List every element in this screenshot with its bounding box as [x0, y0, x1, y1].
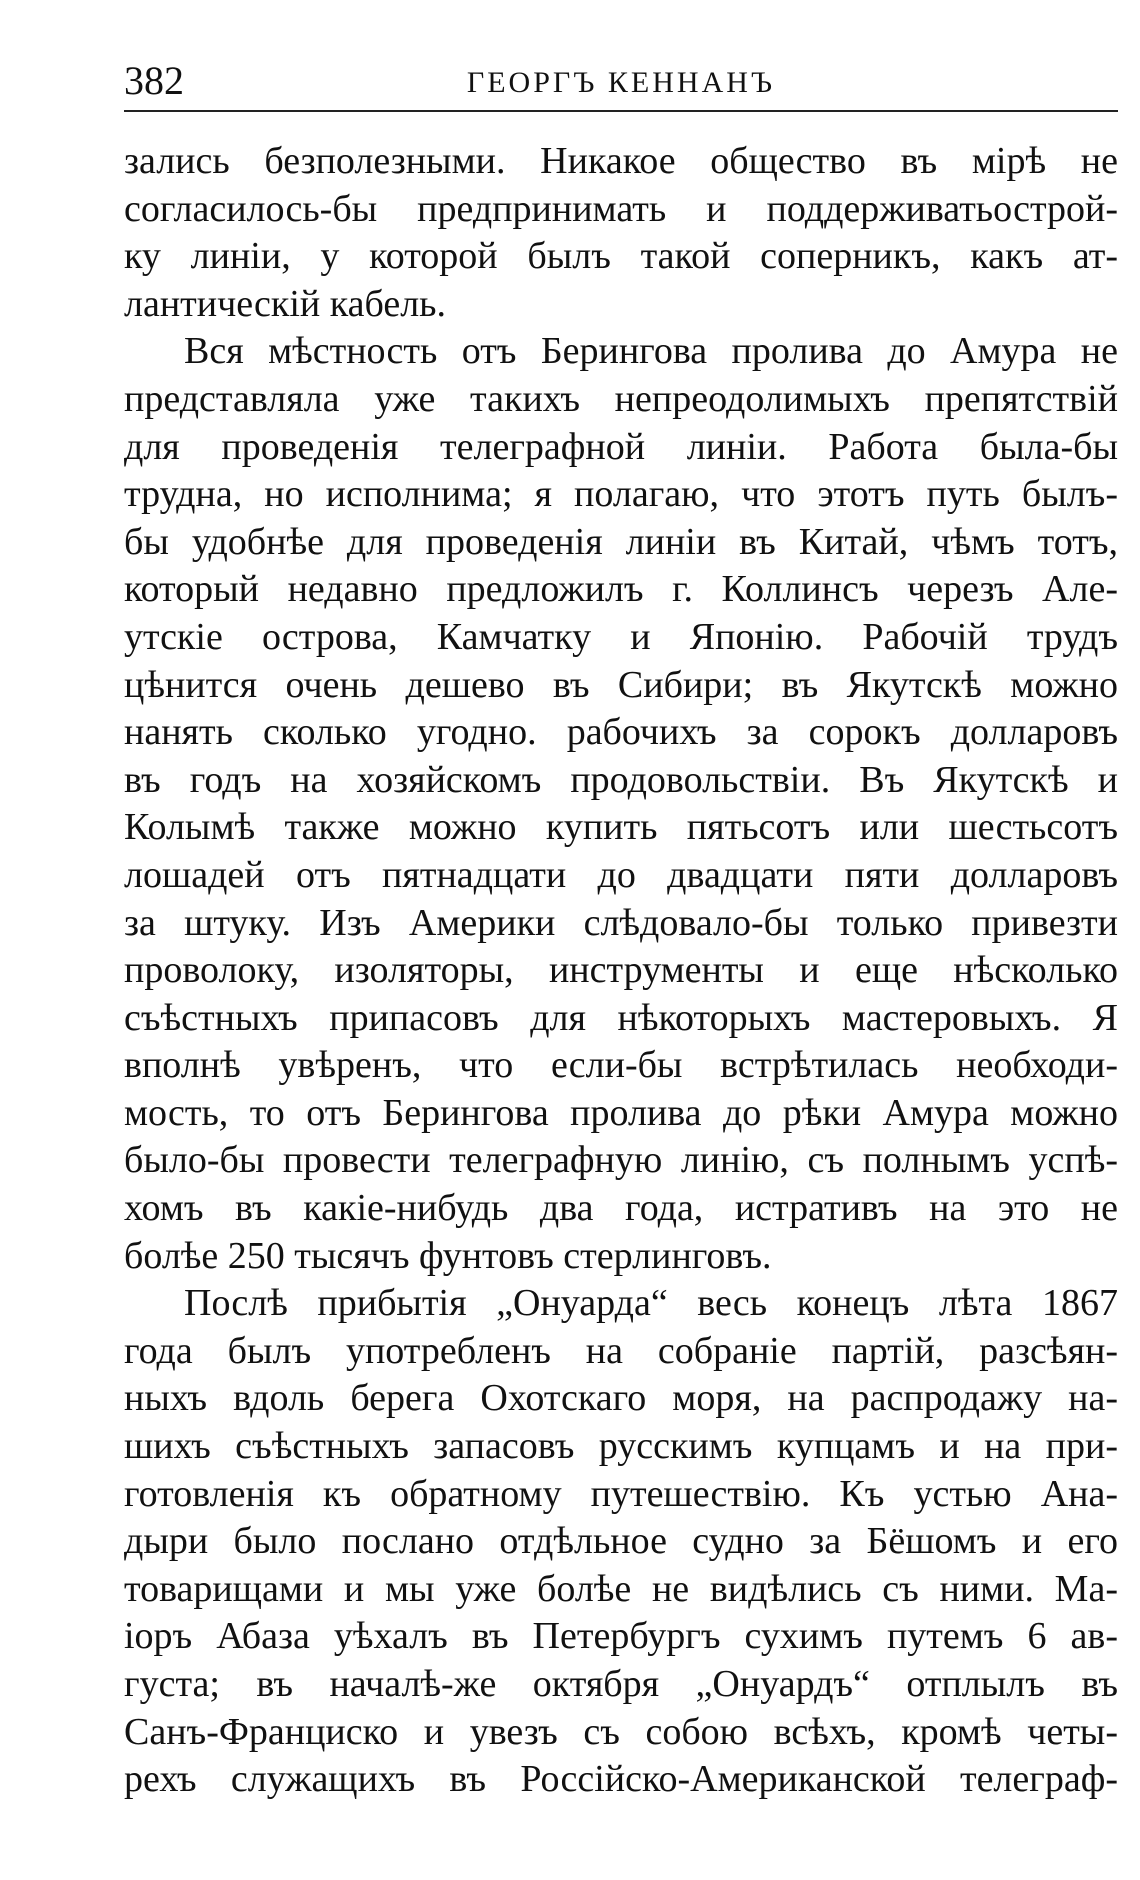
page-number: 382 [124, 58, 184, 103]
text-line: представляла уже такихъ непреодолимыхъ препятствій [124, 377, 1118, 420]
text-line: Вся мѣстность отъ Берингова пролива до Амура не [184, 330, 1118, 373]
text-line: утскіе острова, Камчатку и Японію. Рабочій трудъ [124, 615, 1118, 658]
text-line: года былъ употребленъ на собраніе партій, разсѣян- [124, 1329, 1118, 1372]
text-line: трудна, но исполнима; я полагаю, что этотъ путь былъ- [124, 473, 1118, 516]
text-line: бы удобнѣе для проведенія линіи въ Китай, чѣмъ тотъ, [124, 520, 1118, 563]
text-line: рехъ служащихъ въ Россійско-Американской телеграф- [124, 1758, 1118, 1801]
text-line: зались безполезными. Никакое общество въ мірѣ не [124, 140, 1118, 182]
text-line: готовленія къ обратному путешествію. Къ устью Ана- [124, 1472, 1118, 1515]
body-text [124, 138, 1118, 1804]
text-line: вполнѣ увѣренъ, что если-бы встрѣтилась необходи- [124, 1044, 1118, 1087]
text-line: іоръ Абаза уѣхалъ въ Петербургъ сухимъ путемъ 6 ав- [124, 1615, 1118, 1658]
text-line: лошадей отъ пятнадцати до двадцати пяти долларовъ [124, 853, 1118, 896]
text-line: согласилось-бы предпринимать и поддерживатьострой- [124, 187, 1118, 230]
text-line: хомъ въ какіе-нибудь два года, истративъ на это не [124, 1187, 1118, 1230]
text-line: Санъ-Франциско и увезъ съ собою всѣхъ, кромѣ четы- [124, 1710, 1118, 1753]
text-line: болѣе 250 тысячъ фунтовъ стерлинговъ. [124, 1234, 772, 1277]
text-line: густа; въ началѣ-же октября „Онуардъ“ отплылъ въ [124, 1663, 1118, 1705]
text-line: въ годъ на хозяйскомъ продовольствіи. Въ Якутскѣ и [124, 758, 1118, 801]
text-line: дыри было послано отдѣльное судно за Бёшомъ и его [124, 1520, 1118, 1563]
text-line: который недавно предложилъ г. Коллинсъ черезъ Але- [124, 568, 1118, 611]
text-line: проволоку, изоляторы, инструменты и еще нѣсколько [124, 949, 1118, 992]
text-line: было-бы провести телеграфную линію, съ полнымъ успѣ- [124, 1139, 1118, 1182]
text-line: для проведенія телеграфной линіи. Работа была-бы [124, 425, 1118, 468]
text-line: нанять сколько угодно. рабочихъ за сорокъ долларовъ [124, 711, 1118, 754]
text-line: Послѣ прибытія „Онуарда“ весь конецъ лѣта 1867 [184, 1282, 1118, 1325]
text-line: мость, то отъ Берингова пролива до рѣки Амура можно [124, 1091, 1118, 1134]
text-line: шихъ съѣстныхъ запасовъ русскимъ купцамъ и на при- [124, 1425, 1118, 1468]
text-line: лантическій кабель. [124, 282, 446, 325]
text-line: товарищами и мы уже болѣе не видѣлись съ ними. Ма- [124, 1567, 1118, 1610]
running-head: ГЕОРГЪ КЕННАНЪ [466, 66, 776, 99]
text-line: Колымѣ также можно купить пятьсотъ или шестьсотъ [124, 806, 1118, 849]
text-line: цѣнится очень дешево въ Сибири; въ Якутскѣ можно [124, 663, 1118, 706]
text-line: ку линіи, у которой былъ такой соперникъ, какъ ат- [124, 235, 1118, 278]
header-rule [124, 110, 1118, 112]
text-line: за штуку. Изъ Америки слѣдовало-бы только привезти [124, 901, 1118, 944]
page-header [124, 56, 1118, 106]
text-line: ныхъ вдоль берега Охотскаго моря, на распродажу на- [124, 1377, 1118, 1420]
text-line: съѣстныхъ припасовъ для нѣкоторыхъ мастеровыхъ. Я [124, 996, 1118, 1039]
